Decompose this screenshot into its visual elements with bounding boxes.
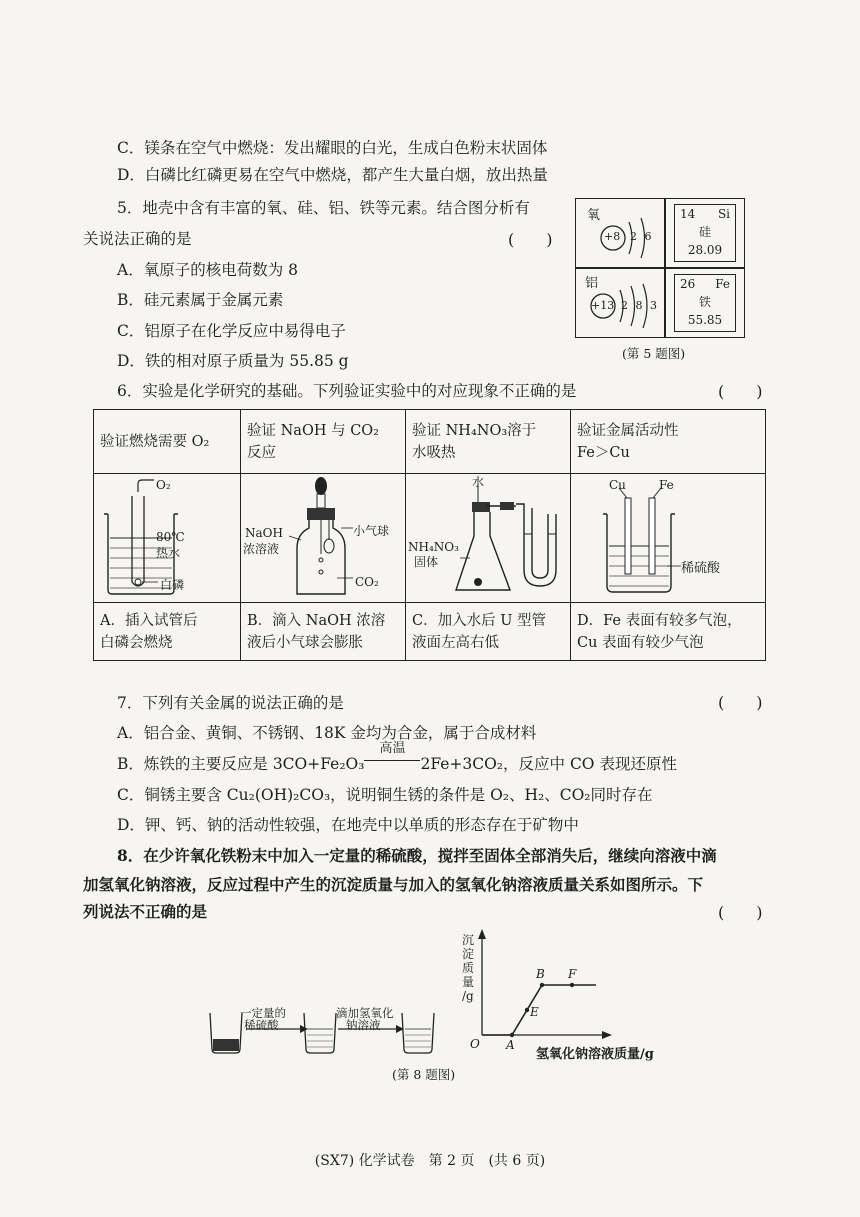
q4-option-d: D．白磷比红磷更易在空气中燃烧，都产生大量白烟，放出热量 bbox=[117, 166, 548, 184]
step1-label-2: 稀硫酸 bbox=[244, 1018, 279, 1032]
label-fe: Fe bbox=[659, 478, 674, 492]
q8-stem-line2: 加氢氧化钠溶液，反应过程中产生的沉淀质量与加入的氢氧化钠溶液质量关系如图所示。下 bbox=[83, 875, 704, 894]
graph-ylabel: 沉 淀 质 量 /g bbox=[462, 933, 475, 1003]
q7-option-c: C．铜锈主要含 Cu₂(OH)₂CO₃，说明铜生锈的条件是 O₂、H₂、CO₂同时存在 bbox=[117, 786, 653, 804]
q6-answer-a: A．插入试管后 白磷会燃烧 bbox=[94, 603, 241, 661]
q5-stem-line1: 5．地壳中含有丰富的氧、硅、铝、铁等元素。结合图分析有 bbox=[117, 199, 530, 217]
q6-header-a: 验证燃烧需要 O₂ bbox=[94, 410, 241, 474]
label-white-phosphorus: 白磷 bbox=[160, 578, 185, 592]
label-naoh: NaOH bbox=[245, 526, 283, 540]
graph-point-e: E bbox=[530, 1005, 539, 1019]
q5-answer-paren: ( ) bbox=[508, 230, 553, 249]
step2-label-2: 钠溶液 bbox=[346, 1018, 381, 1032]
iron-mass: 55.85 bbox=[687, 313, 723, 327]
aluminum-shells: 2 8 3 bbox=[621, 299, 659, 312]
q5-stem-line2: 关说法正确的是 bbox=[83, 230, 192, 248]
q6-header-c: 验证 NH₄NO₃溶于 水吸热 bbox=[406, 410, 571, 474]
q7-option-d: D．钾、钙、钠的活动性较强，在地壳中以单质的形态存在于矿物中 bbox=[117, 816, 579, 834]
q7-stem: 7．下列有关金属的说法正确的是 bbox=[117, 694, 344, 712]
silicon-element-card bbox=[674, 204, 736, 262]
silicon-symbol: Si bbox=[717, 207, 730, 221]
q8-stem-line3: 列说法不正确的是 bbox=[83, 902, 208, 921]
label-concentrated-solution: 浓溶液 bbox=[243, 542, 280, 556]
aluminum-label: 铝 bbox=[585, 276, 599, 291]
iron-name: 铁 bbox=[698, 295, 711, 309]
oxygen-nucleus: +8 bbox=[604, 230, 621, 243]
reaction-condition: 高温 bbox=[379, 741, 406, 756]
oxygen-label: 氧 bbox=[587, 208, 601, 223]
iron-number: 26 bbox=[680, 277, 696, 291]
q6-diagram-b bbox=[241, 474, 406, 603]
q5-option-c: C．铝原子在化学反应中易得电子 bbox=[117, 322, 346, 340]
q6-diagram-c bbox=[406, 474, 571, 603]
q6-header-d: 验证金属活动性 Fe＞Cu bbox=[571, 410, 766, 474]
label-water: 水 bbox=[472, 475, 485, 489]
q6-diagram-a bbox=[94, 474, 241, 603]
q6-answer-b: B．滴入 NaOH 浓溶 液后小气球会膨胀 bbox=[241, 603, 406, 661]
q6-experiment-table bbox=[93, 409, 766, 661]
graph-point-f: F bbox=[568, 967, 577, 981]
label-co2: CO₂ bbox=[355, 575, 379, 589]
label-hot-water: 热水 bbox=[156, 546, 181, 560]
iron-symbol: Fe bbox=[715, 277, 730, 291]
step2-label-1: 滴加氢氧化 bbox=[336, 1006, 394, 1020]
q5-figure bbox=[575, 198, 745, 338]
iron-element-card bbox=[674, 274, 736, 332]
q5-option-a: A．氧原子的核电荷数为 8 bbox=[117, 261, 298, 279]
label-dilute-sulfuric-acid: 稀硫酸 bbox=[681, 561, 721, 576]
oxygen-shells: 2 6 bbox=[630, 230, 654, 243]
q7-option-b: B．炼铁的主要反应是 3CO+Fe₂O₃ 高温 2Fe+3CO₂，反应中 CO 表现还原性 bbox=[117, 753, 677, 775]
graph-origin: O bbox=[470, 1037, 480, 1051]
q6-answer-d: D．Fe 表面有较多气泡， Cu 表面有较少气泡 bbox=[571, 603, 766, 661]
q7-answer-paren: ( ) bbox=[718, 693, 763, 712]
q8-answer-paren: ( ) bbox=[718, 903, 763, 922]
label-80c: 80℃ bbox=[156, 530, 185, 544]
label-cu: Cu bbox=[609, 478, 626, 492]
q5-figure-caption: (第 5 题图) bbox=[622, 346, 686, 361]
label-balloon: 小气球 bbox=[353, 524, 390, 538]
q6-diagram-d bbox=[571, 474, 766, 603]
q8-figure-caption: (第 8 题图) bbox=[392, 1067, 456, 1082]
q8-stem-line1: 8．在少许氧化铁粉末中加入一定量的稀硫酸，搅拌至固体全部消失后，继续向溶液中滴 bbox=[117, 846, 717, 865]
silicon-name: 硅 bbox=[698, 225, 711, 239]
label-o2: O₂ bbox=[156, 478, 171, 492]
q4-option-c: C．镁条在空气中燃烧：发出耀眼的白光，生成白色粉末状固体 bbox=[117, 139, 548, 157]
silicon-number: 14 bbox=[680, 207, 696, 221]
q7-option-a: A．铝合金、黄铜、不锈钢、18K 金均为合金，属于合成材料 bbox=[117, 724, 537, 742]
graph-point-a: A bbox=[506, 1038, 515, 1052]
step1-label-1: 一定量的 bbox=[240, 1006, 286, 1020]
page-footer: (SX7) 化学试卷 第 2 页 (共 6 页) bbox=[314, 1153, 546, 1169]
aluminum-nucleus: +13 bbox=[591, 299, 615, 312]
q6-header-b: 验证 NaOH 与 CO₂ 反应 bbox=[241, 410, 406, 474]
q5-option-d: D．铁的相对原子质量为 55.85 g bbox=[117, 352, 349, 370]
label-nh4no3: NH₄NO₃ bbox=[408, 540, 459, 554]
graph-point-b: B bbox=[536, 967, 545, 981]
silicon-mass: 28.09 bbox=[687, 243, 723, 257]
q6-answer-paren: ( ) bbox=[718, 382, 763, 401]
graph-xlabel: 氢氧化钠溶液质量/g bbox=[536, 1047, 654, 1062]
q5-option-b: B．硅元素属于金属元素 bbox=[117, 291, 284, 309]
label-solid: 固体 bbox=[414, 555, 439, 569]
q8-figure bbox=[200, 925, 680, 1085]
q6-stem: 6．实验是化学研究的基础。下列验证实验中的对应现象不正确的是 bbox=[117, 382, 577, 400]
q6-answer-c: C．加入水后 U 型管 液面左高右低 bbox=[406, 603, 571, 661]
